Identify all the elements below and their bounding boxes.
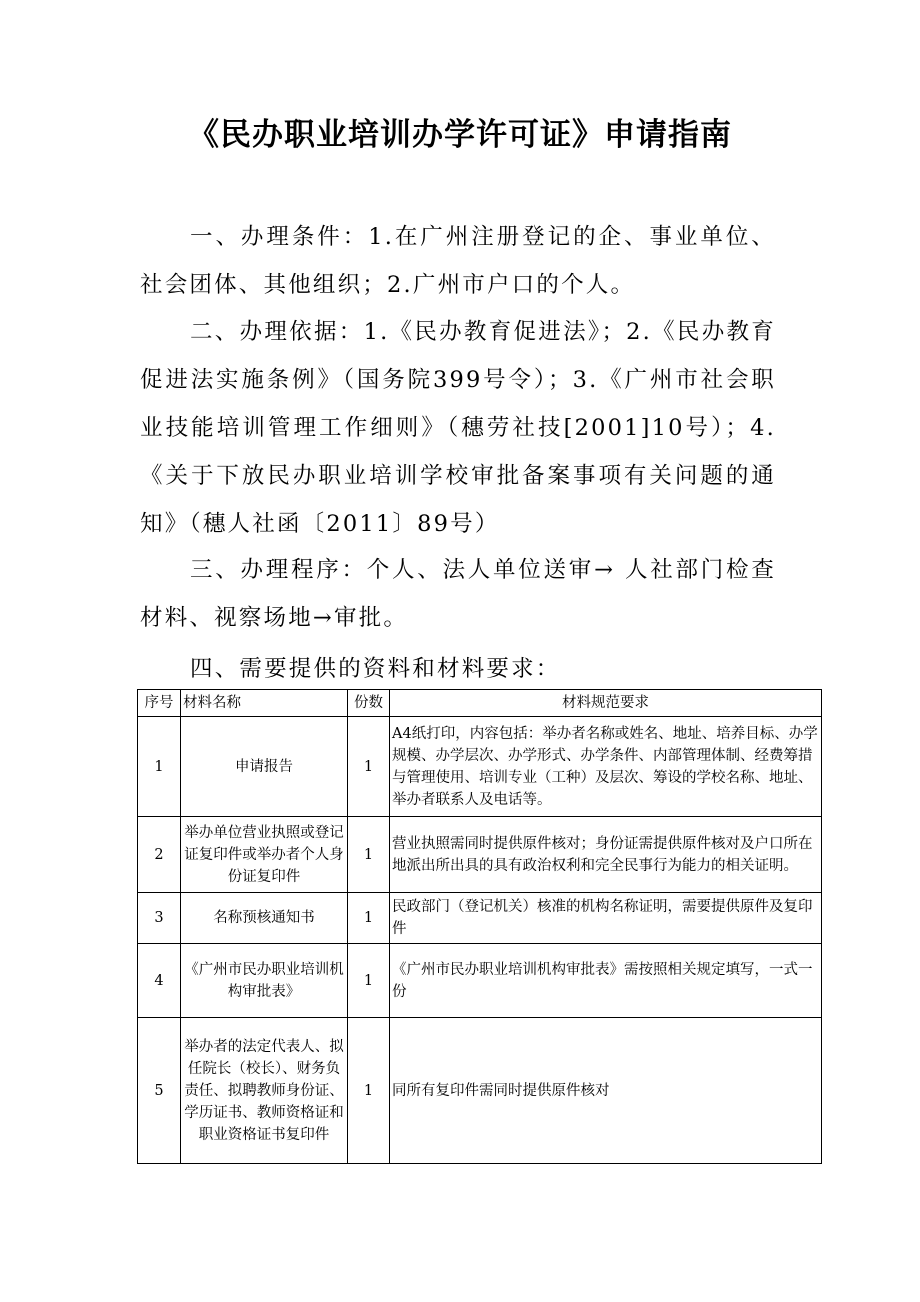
row-name: 举办单位营业执照或登记证复印件或举办者个人身份证复印件	[181, 817, 348, 893]
row-no: 5	[138, 1018, 181, 1164]
header-requirements: 材料规范要求	[390, 690, 822, 717]
row-requirements: 民政部门（登记机关）核准的机构名称证明，需要提供原件及复印件	[390, 893, 822, 944]
table-header-row	[138, 690, 822, 717]
row-name: 名称预核通知书	[181, 893, 348, 944]
row-copies: 1	[348, 1018, 390, 1164]
row-requirements: A4纸打印，内容包括：举办者名称或姓名、地址、培养目标、办学规模、办学层次、办学形式、办学条件、内部管理体制、经费筹措与管理使用、培训专业（工种）及层次、筹设的学校名称、地址、举办者联系人及电话等。	[390, 717, 822, 817]
table-row	[138, 717, 822, 817]
row-no: 1	[138, 717, 181, 817]
section-conditions: 一、办理条件：1.在广州注册登记的企、事业单位、社会团体、其他组织；2.广州市户口的个人。	[140, 224, 776, 298]
materials-table	[137, 689, 822, 1164]
row-name: 举办者的法定代表人、拟任院长（校长）、财务负责任、拟聘教师身份证、学历证书、教师资格证和职业资格证书复印件	[181, 1018, 348, 1164]
row-no: 2	[138, 817, 181, 893]
table-row	[138, 817, 822, 893]
header-no: 序号	[138, 690, 181, 717]
section-basis: 二、办理依据：1.《民办教育促进法》；2.《民办教育促进法实施条例》（国务院399号令）；3.《广州市社会职业技能培训管理工作细则》（穗劳社技[2001]10号）；4.《关于下放民办职业培训学校审批备案事项有关问题的通知》（穗人社函〔2011〕89号）	[140, 319, 776, 537]
section-materials-heading: 四、需要提供的资料和材料要求：	[190, 656, 561, 682]
table-row	[138, 893, 822, 944]
row-requirements: 营业执照需同时提供原件核对；身份证需提供原件核对及户口所在地派出所出具的具有政治权利和完全民事行为能力的相关证明。	[390, 817, 822, 893]
row-no: 3	[138, 893, 181, 944]
row-copies: 1	[348, 893, 390, 944]
row-requirements: 《广州市民办职业培训机构审批表》需按照相关规定填写，一式一份	[390, 944, 822, 1018]
row-name: 申请报告	[181, 717, 348, 817]
header-copies: 份数	[348, 690, 390, 717]
row-requirements: 同所有复印件需同时提供原件核对	[390, 1018, 822, 1164]
row-copies: 1	[348, 817, 390, 893]
row-no: 4	[138, 944, 181, 1018]
row-name: 《广州市民办职业培训机构审批表》	[181, 944, 348, 1018]
page-title: 《民办职业培训办学许可证》申请指南	[188, 117, 732, 153]
header-name: 材料名称	[181, 690, 348, 717]
table-row	[138, 1018, 822, 1164]
row-copies: 1	[348, 717, 390, 817]
table-row	[138, 944, 822, 1018]
row-copies: 1	[348, 944, 390, 1018]
section-procedure: 三、办理程序：个人、法人单位送审→ 人社部门检查材料、视察场地→审批。	[140, 557, 776, 631]
